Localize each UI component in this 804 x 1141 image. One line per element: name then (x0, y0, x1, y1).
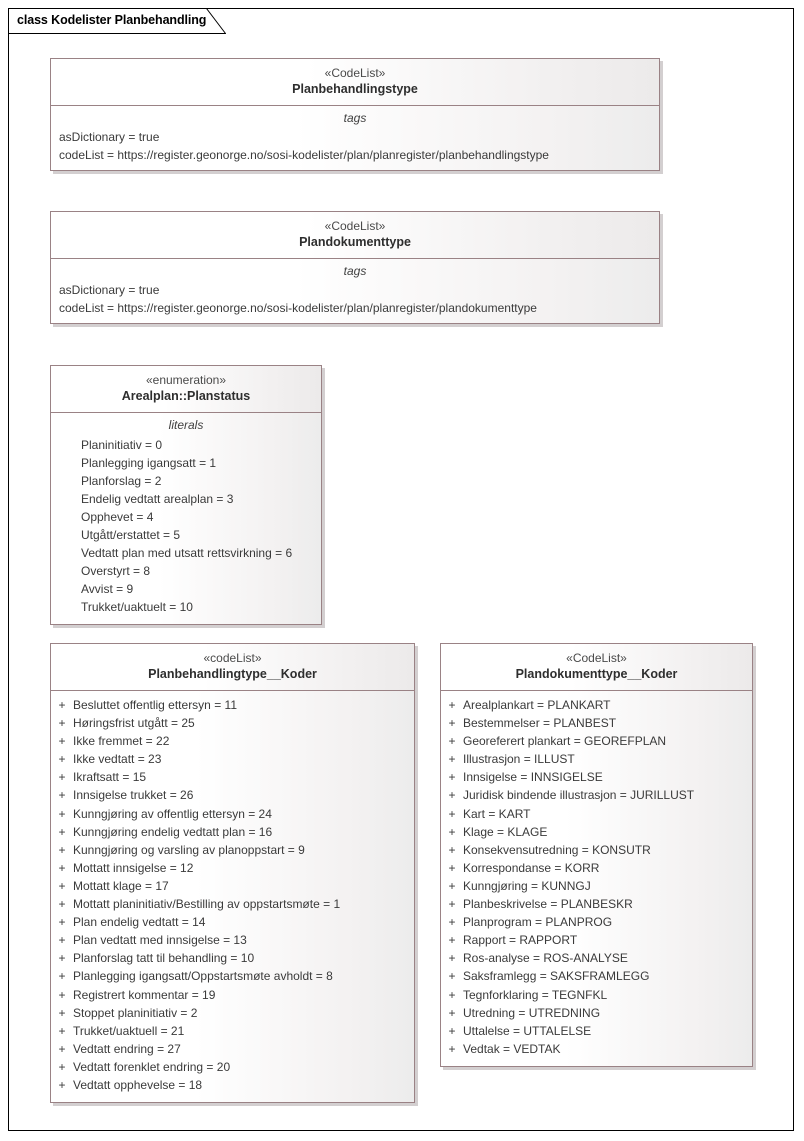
class-body-plandokumenttype-koder (441, 691, 752, 1066)
feature-label: Kart = KART (463, 806, 531, 821)
feature-label: Mottatt klage = 17 (73, 878, 169, 893)
feature-label: Klage = KLAGE (463, 824, 548, 839)
class-name-label: Arealplan::Planstatus (121, 389, 251, 403)
class-body-planbehandlingtype-koder (51, 691, 414, 1102)
visibility-marker: + (448, 969, 456, 984)
compartment-title-tags: tags (343, 264, 367, 278)
feature-label: Vedtatt endring = 27 (73, 1041, 181, 1056)
visibility-marker: + (448, 860, 456, 875)
feature-row (51, 1058, 414, 1076)
literal-row: Utgått/erstattet = 5 (81, 528, 181, 542)
visibility-marker: + (448, 752, 456, 767)
feature-row (441, 895, 752, 913)
feature-label: Konsekvensutredning = KONSUTR (463, 842, 651, 857)
class-name-label: Planbehandlingstype (292, 82, 418, 96)
visibility-marker: + (448, 842, 456, 857)
visibility-marker: + (448, 1005, 456, 1020)
tag-row: asDictionary = true (59, 283, 160, 297)
feature-row (51, 931, 414, 949)
feature-label: Kunngjøring av offentlig ettersyn = 24 (73, 806, 272, 821)
feature-row (51, 1040, 414, 1058)
feature-row (441, 750, 752, 768)
literal-row: Vedtatt plan med utsatt rettsvirkning = 6 (81, 546, 293, 560)
feature-label: Innsigelse trukket = 26 (73, 788, 194, 803)
stereotype-label: «codeList» (203, 651, 262, 665)
feature-label: Vedtatt opphevelse = 18 (73, 1077, 203, 1092)
feature-label: Kunngjøring endelig vedtatt plan = 16 (73, 824, 273, 839)
tag-list (51, 129, 659, 170)
feature-label: Plan endelig vedtatt = 14 (73, 915, 206, 930)
visibility-marker: + (448, 897, 456, 912)
feature-row (441, 1022, 752, 1040)
feature-row (441, 841, 752, 859)
feature-row (51, 986, 414, 1004)
feature-row (441, 805, 752, 823)
visibility-marker: + (58, 915, 66, 930)
visibility-marker: + (58, 987, 66, 1002)
feature-row (51, 949, 414, 967)
feature-label: Juridisk bindende illustrasjon = JURILLUST (463, 788, 695, 803)
compartment-title-literals: literals (168, 418, 204, 432)
visibility-marker: + (448, 878, 456, 893)
feature-label: Tegnforklaring = TEGNFKL (463, 987, 608, 1002)
visibility-marker: + (448, 951, 456, 966)
feature-label: Planbeskrivelse = PLANBESKR (463, 897, 633, 912)
feature-row (51, 967, 414, 985)
feature-label: Illustrasjon = ILLUST (463, 752, 575, 767)
feature-label: Høringsfrist utgått = 25 (73, 716, 195, 731)
feature-list (441, 691, 752, 1066)
visibility-marker: + (58, 752, 66, 767)
feature-row (51, 805, 414, 823)
tag-row: asDictionary = true (59, 130, 160, 144)
feature-row (441, 768, 752, 786)
feature-row (51, 750, 414, 768)
feature-row (51, 877, 414, 895)
stereotype-label: «CodeList» (566, 651, 627, 665)
tag-row: codeList = https://register.geonorge.no/sosi-kodelister/plan/planregister/planbehandlingstype (59, 147, 549, 162)
feature-label: Ikke vedtatt = 23 (73, 752, 162, 767)
visibility-marker: + (58, 806, 66, 821)
class-box-planbehandlingstype[interactable] (50, 58, 660, 171)
visibility-marker: + (58, 951, 66, 966)
feature-row (51, 714, 414, 732)
diagram-title: class Kodelister Planbehandling (17, 13, 207, 27)
visibility-marker: + (448, 734, 456, 749)
feature-label: Vedtak = VEDTAK (463, 1041, 561, 1056)
literal-row: Planlegging igangsatt = 1 (81, 456, 217, 470)
feature-row (51, 768, 414, 786)
visibility-marker: + (58, 1023, 66, 1038)
feature-label: Registrert kommentar = 19 (73, 987, 216, 1002)
feature-label: Kunngjøring og varsling av planoppstart = 9 (73, 842, 305, 857)
feature-label: Ikraftsatt = 15 (73, 770, 147, 785)
feature-label: Rapport = RAPPORT (463, 933, 578, 948)
feature-label: Kunngjøring = KUNNGJ (463, 878, 591, 893)
class-body-planstatus (51, 413, 321, 624)
feature-label: Planforslag tatt til behandling = 10 (73, 951, 255, 966)
visibility-marker: + (58, 698, 66, 712)
feature-label: Planlegging igangsatt/Oppstartsmøte avholdt = 8 (73, 969, 333, 984)
visibility-marker: + (58, 1005, 66, 1020)
class-box-plandokumenttype-koder[interactable] (440, 643, 753, 1067)
feature-label: Uttalelse = UTTALELSE (463, 1023, 592, 1038)
tag-row: codeList = https://register.geonorge.no/sosi-kodelister/plan/planregister/plandokumenttype (59, 300, 537, 315)
visibility-marker: + (58, 770, 66, 785)
feature-row (441, 732, 752, 750)
stereotype-label: «CodeList» (324, 219, 386, 233)
feature-label: Ros-analyse = ROS-ANALYSE (463, 951, 628, 966)
visibility-marker: + (58, 1059, 66, 1074)
stereotype-label: «enumeration» (145, 373, 227, 387)
feature-label: Ikke fremmet = 22 (73, 734, 170, 749)
class-box-plandokumenttype[interactable] (50, 211, 660, 324)
visibility-marker: + (58, 824, 66, 839)
visibility-marker: + (448, 915, 456, 930)
class-name-label: Planbehandlingtype__Koder (148, 667, 317, 681)
feature-row (51, 696, 414, 714)
visibility-marker: + (448, 770, 456, 785)
feature-row (51, 1076, 414, 1094)
feature-row (441, 714, 752, 732)
feature-row (441, 1004, 752, 1022)
visibility-marker: + (58, 734, 66, 749)
visibility-marker: + (58, 897, 66, 912)
stereotype-label: «CodeList» (324, 66, 386, 80)
feature-label: Innsigelse = INNSIGELSE (463, 770, 603, 785)
feature-row (441, 786, 752, 804)
feature-label: Besluttet offentlig ettersyn = 11 (73, 698, 237, 712)
feature-row (51, 732, 414, 750)
class-header-planbehandlingtype-koder (51, 644, 414, 691)
feature-row (441, 877, 752, 895)
feature-row (441, 696, 752, 714)
enumeration-box-planstatus[interactable] (50, 365, 322, 625)
visibility-marker: + (448, 806, 456, 821)
diagram-title-tab (8, 8, 226, 33)
feature-row (441, 859, 752, 877)
visibility-marker: + (58, 1077, 66, 1092)
feature-label: Planprogram = PLANPROG (463, 915, 613, 930)
feature-label: Utredning = UTREDNING (463, 1005, 601, 1020)
feature-row (441, 1040, 752, 1058)
class-body-planbehandlingstype (51, 106, 659, 170)
class-header-planstatus (51, 366, 321, 413)
visibility-marker: + (58, 788, 66, 803)
feature-row (441, 986, 752, 1004)
feature-list (51, 691, 414, 1102)
visibility-marker: + (448, 1023, 456, 1038)
literal-row: Trukket/uaktuelt = 10 (81, 600, 193, 614)
literal-row: Planinitiativ = 0 (81, 438, 163, 452)
visibility-marker: + (448, 824, 456, 839)
visibility-marker: + (448, 987, 456, 1002)
visibility-marker: + (448, 933, 456, 948)
visibility-marker: + (448, 788, 456, 803)
feature-row (51, 913, 414, 931)
feature-label: Plan vedtatt med innsigelse = 13 (73, 933, 247, 948)
literal-row: Planforslag = 2 (81, 474, 162, 488)
feature-row (51, 1022, 414, 1040)
feature-row (51, 859, 414, 877)
class-box-planbehandlingtype-koder[interactable] (50, 643, 415, 1103)
literal-list (51, 436, 321, 624)
feature-row (441, 913, 752, 931)
visibility-marker: + (58, 860, 66, 875)
feature-row (51, 841, 414, 859)
visibility-marker: + (58, 1041, 66, 1056)
visibility-marker: + (58, 716, 66, 731)
feature-row (441, 931, 752, 949)
compartment-title-tags: tags (343, 111, 367, 125)
visibility-marker: + (448, 698, 456, 712)
class-header-plandokumenttype-koder (441, 644, 752, 691)
class-name-label: Plandokumenttype (299, 235, 411, 249)
feature-row (51, 1004, 414, 1022)
visibility-marker: + (58, 878, 66, 893)
literal-row: Avvist = 9 (81, 582, 134, 596)
literal-row: Opphevet = 4 (81, 510, 154, 524)
feature-label: Mottatt planinitiativ/Bestilling av oppstartsmøte = 1 (73, 897, 341, 912)
feature-label: Stoppet planinitiativ = 2 (73, 1005, 198, 1020)
feature-label: Korrespondanse = KORR (463, 860, 600, 875)
feature-row (441, 949, 752, 967)
feature-label: Georeferert plankart = GEOREFPLAN (463, 734, 667, 749)
visibility-marker: + (58, 842, 66, 857)
feature-label: Arealplankart = PLANKART (463, 698, 611, 712)
visibility-marker: + (448, 716, 456, 731)
class-header-plandokumenttype (51, 212, 659, 259)
visibility-marker: + (58, 933, 66, 948)
feature-label: Vedtatt forenklet endring = 20 (73, 1059, 231, 1074)
visibility-marker: + (448, 1041, 456, 1056)
feature-label: Bestemmelser = PLANBEST (463, 716, 617, 731)
literal-row: Endelig vedtatt arealplan = 3 (81, 492, 234, 506)
feature-row (51, 895, 414, 913)
literal-row: Overstyrt = 8 (81, 564, 151, 578)
feature-label: Mottatt innsigelse = 12 (73, 860, 194, 875)
feature-row (51, 786, 414, 804)
class-header-planbehandlingstype (51, 59, 659, 106)
feature-row (441, 823, 752, 841)
visibility-marker: + (58, 969, 66, 984)
feature-label: Trukket/uaktuell = 21 (73, 1023, 185, 1038)
class-body-plandokumenttype (51, 259, 659, 323)
feature-label: Saksframlegg = SAKSFRAMLEGG (463, 969, 650, 984)
feature-row (441, 967, 752, 985)
feature-row (51, 823, 414, 841)
tag-list (51, 282, 659, 323)
class-name-label: Plandokumenttype__Koder (515, 667, 678, 681)
